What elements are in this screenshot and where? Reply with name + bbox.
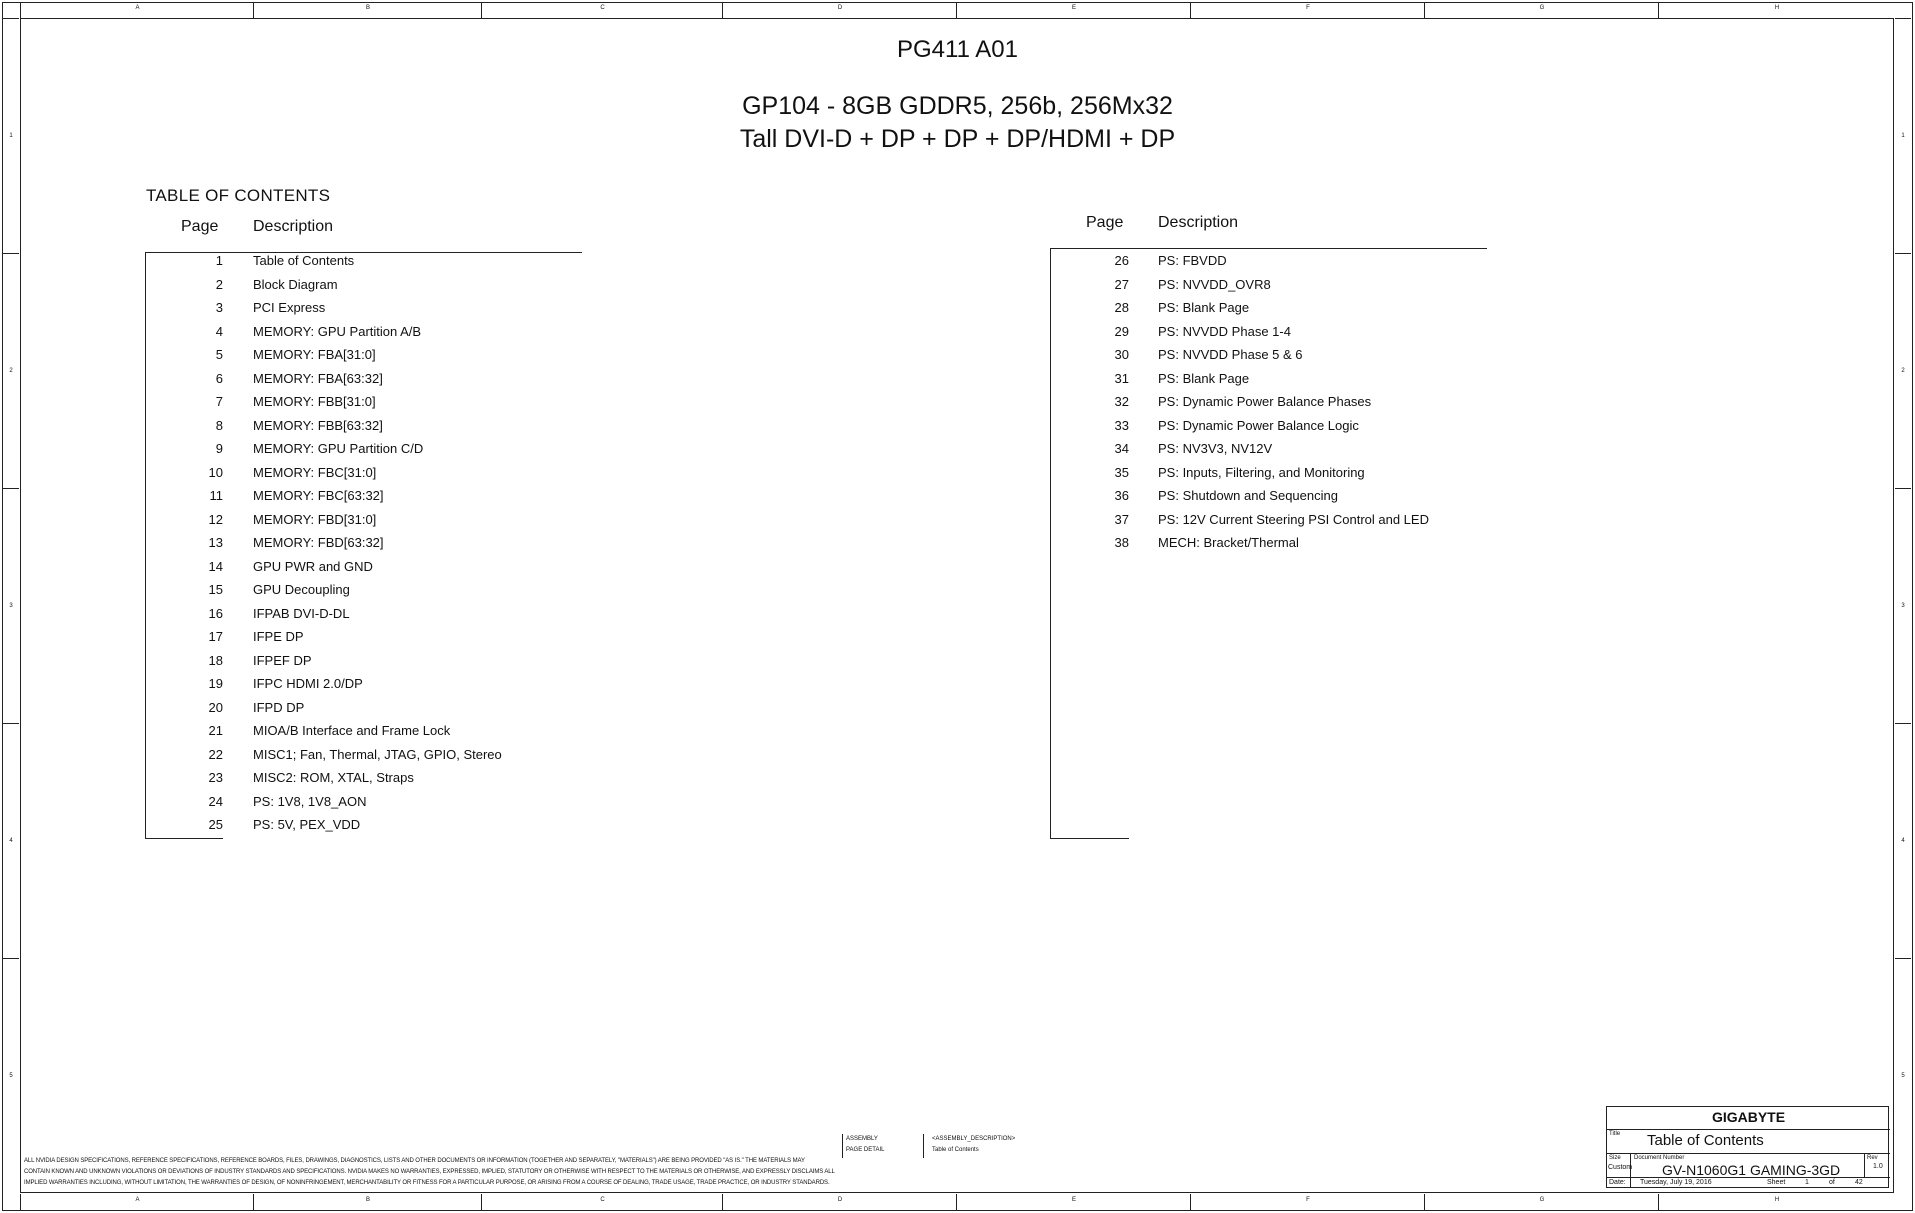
toc-page-number: 35 (1114, 464, 1129, 480)
zone-column-marker: A (20, 1194, 254, 1210)
zone-column-marker: B (253, 2, 482, 18)
title-block-col-rule-2 (1864, 1153, 1865, 1177)
title-block-rule-1 (1607, 1129, 1890, 1130)
toc-page-number: 11 (209, 488, 223, 503)
toc-description: PS: Blank Page (1158, 370, 1250, 386)
gpu-config-title: GP104 - 8GB GDDR5, 256b, 256Mx32 (742, 92, 1173, 120)
project-title: PG411 A01 (897, 36, 1018, 63)
toc-description: PS: Dynamic Power Balance Phases (1158, 394, 1372, 409)
date-value: Tuesday, July 19, 2016 (1640, 1179, 1712, 1186)
toc-description: IFPC HDMI 2.0/DP (253, 676, 363, 691)
toc-page-number: 5 (215, 347, 223, 362)
toc-page-number: 34 (1114, 441, 1129, 456)
zone-column-marker: B (253, 1194, 482, 1210)
toc-description: PS: NV3V3, NV12V (1158, 441, 1273, 456)
zone-column-marker: G (1424, 2, 1659, 18)
toc-description: PCI Express (253, 300, 326, 315)
zone-row-marker: 5 (1895, 958, 1911, 1194)
toc-page-number: 13 (208, 535, 223, 550)
title-label: Title (1609, 1131, 1621, 1137)
toc-page-number: 19 (208, 676, 223, 691)
toc-description: PS: 12V Current Steering PSI Control and LED (1158, 511, 1429, 527)
toc-description: GPU Decoupling (253, 582, 350, 597)
rev-value: 1.0 (1873, 1163, 1883, 1170)
toc-page-number: 25 (208, 817, 223, 832)
legal-line-3: IMPLIED WARRANTIES INCLUDING, WITHOUT LIMITATION, THE WARRANTIES OF DESIGN, OF NONINFRINGEMENT, MERCHANTABILITY OR FITNESS FOR A PARTICULAR PURPOSE, OR ARISING FROM A COURSE OF DEALING, TRADE USAGE, TRADE PRACTICE, OR INDUSTRY STANDARDS. (24, 1180, 830, 1186)
doc-number-label: Document Number (1634, 1155, 1685, 1161)
toc-description: MEMORY: FBD[31:0] (253, 511, 377, 527)
toc-description: GPU PWR and GND (253, 558, 373, 574)
toc-page-number: 3 (215, 300, 223, 315)
title-block-rule-3 (1607, 1177, 1890, 1178)
toc-description: PS: 1V8, 1V8_AON (253, 793, 367, 809)
zone-column-marker: A (20, 2, 254, 18)
toc-page-number: 6 (215, 370, 223, 386)
toc-page-number: 8 (215, 417, 223, 433)
toc-page-number: 37 (1114, 511, 1129, 527)
toc-description: IFPEF DP (253, 652, 312, 668)
toc-description: IFPE DP (253, 629, 304, 644)
toc-page-number: 30 (1114, 347, 1129, 362)
toc-description: MEMORY: GPU Partition A/B (253, 323, 422, 339)
zone-column-marker: F (1190, 2, 1425, 18)
zone-row-marker: 3 (1895, 488, 1911, 724)
sheet-title: Table of Contents (1647, 1132, 1764, 1149)
toc-heading: TABLE OF CONTENTS (146, 186, 331, 205)
assembly-divider-left (842, 1134, 843, 1158)
doc-number: GV-N1060G1 GAMING-3GD (1662, 1162, 1841, 1178)
sheet-total: 42 (1855, 1179, 1863, 1186)
title-block-rule-2 (1607, 1153, 1890, 1154)
toc-page-number: 21 (208, 723, 223, 738)
toc-page-number: 23 (208, 770, 223, 785)
title-block (1606, 1106, 1889, 1188)
zone-row-marker: 1 (3, 18, 19, 254)
left-desc-header: Description (253, 218, 334, 235)
legal-line-2: CONTAIN KNOWN AND UNKNOWN VIOLATIONS OR DEVIATIONS OF INDUSTRY STANDARDS AND SPECIFICATIONS. NVIDIA MAKES NO WARRANTIES, EXPRESSED, IMPLIED, STATUTORY OR OTHERWISE WITH RESPECT TO THE MATERIALS OR OTHERWISE, AND EXPRESSLY DISCLAIMS ALL (24, 1169, 835, 1175)
zone-row-marker: 5 (3, 958, 19, 1194)
zone-column-marker: C (481, 1194, 723, 1210)
toc-page-number: 18 (208, 652, 223, 668)
toc-page-number: 4 (215, 323, 223, 339)
zone-column-marker: H (1658, 2, 1895, 18)
assembly-value: <ASSEMBLY_DESCRIPTION> (932, 1136, 1016, 1142)
page-detail-label: PAGE DETAIL (846, 1147, 885, 1153)
zone-column-marker: F (1190, 1194, 1425, 1210)
toc-page-number: 1 (215, 253, 223, 268)
zone-column-marker: G (1424, 1194, 1659, 1210)
outputs-title: Tall DVI-D + DP + DP + DP/HDMI + DP (739, 125, 1176, 153)
toc-description: PS: NVVDD_OVR8 (1158, 276, 1271, 292)
toc-description: PS: FBVDD (1158, 253, 1227, 268)
toc-page-number: 9 (215, 441, 223, 456)
toc-page-number: 7 (215, 394, 223, 409)
toc-page-number: 32 (1114, 394, 1129, 409)
toc-description: PS: NVVDD Phase 5 & 6 (1158, 347, 1303, 362)
toc-page-number: 15 (208, 582, 223, 597)
page-detail-value: Table of Contents (932, 1147, 979, 1153)
toc-description: MEMORY: FBA[31:0] (253, 347, 376, 362)
zone-column-marker: E (956, 2, 1191, 18)
toc-page-number: 12 (208, 511, 223, 527)
left-page-header: Page (181, 218, 219, 235)
rev-label: Rev (1867, 1155, 1878, 1161)
toc-description: Block Diagram (253, 276, 338, 292)
zone-column-marker: C (481, 2, 723, 18)
of-label: of (1829, 1179, 1835, 1186)
toc-description: PS: Shutdown and Sequencing (1158, 488, 1338, 503)
toc-page-number: 24 (208, 793, 223, 809)
toc-page-number: 38 (1114, 535, 1129, 550)
size-label: Size (1609, 1155, 1621, 1161)
toc-description: PS: Dynamic Power Balance Logic (1158, 417, 1359, 433)
assembly-divider-right (923, 1134, 924, 1158)
toc-page-number: 17 (208, 629, 223, 644)
toc-page-number: 16 (208, 605, 223, 621)
zone-row-marker: 4 (3, 723, 19, 959)
toc-description: IFPAB DVI-D-DL (253, 605, 350, 621)
toc-description: MEMORY: FBB[31:0] (253, 394, 376, 409)
toc-description: MEMORY: FBC[31:0] (253, 464, 377, 480)
zone-row-marker: 1 (1895, 18, 1911, 254)
toc-description: MIOA/B Interface and Frame Lock (253, 723, 451, 738)
toc-description: MECH: Bracket/Thermal (1158, 535, 1299, 550)
zone-column-marker: E (956, 1194, 1191, 1210)
toc-page-number: 33 (1114, 417, 1129, 433)
assembly-label: ASSEMBLY (846, 1136, 878, 1142)
right-desc-header: Description (1158, 214, 1239, 231)
zone-row-marker: 2 (1895, 253, 1911, 489)
company-name: GIGABYTE (1711, 1109, 1786, 1125)
zone-row-marker: 3 (3, 488, 19, 724)
zone-column-marker: D (722, 2, 957, 18)
sheet-number: 1 (1805, 1179, 1809, 1186)
toc-page-number: 2 (215, 276, 223, 292)
toc-description: MISC1; Fan, Thermal, JTAG, GPIO, Stereo (253, 746, 502, 762)
toc-description: MEMORY: FBC[63:32] (253, 488, 384, 503)
toc-description: MISC2: ROM, XTAL, Straps (253, 770, 414, 785)
toc-description: MEMORY: FBB[63:32] (253, 417, 383, 433)
zone-column-marker: D (722, 1194, 957, 1210)
toc-page-number: 22 (208, 746, 223, 762)
legal-line-1: ALL NVIDIA DESIGN SPECIFICATIONS, REFERENCE SPECIFICATIONS, REFERENCE BOARDS, FILES, DRAWINGS, DIAGNOSTICS, LISTS AND OTHER DOCUMENTS OR INFORMATION (TOGETHER AND SEPARATELY, "MATERIALS") ARE BEING PROVIDED "AS IS." THE MATERIALS MAY (24, 1158, 805, 1164)
toc-page-number: 20 (208, 699, 223, 715)
toc-description: IFPD DP (253, 699, 305, 715)
sheet-label: Sheet (1767, 1179, 1786, 1186)
zone-column-marker: H (1658, 1194, 1895, 1210)
toc-page-number: 29 (1114, 323, 1129, 339)
toc-description: MEMORY: FBD[63:32] (253, 535, 384, 550)
date-label: Date: (1609, 1179, 1626, 1186)
toc-page-number: 31 (1114, 370, 1129, 386)
toc-description: PS: NVVDD Phase 1-4 (1158, 323, 1291, 339)
toc-page-number: 14 (208, 558, 223, 574)
toc-description: PS: 5V, PEX_VDD (253, 817, 361, 832)
toc-description: PS: Blank Page (1158, 300, 1250, 315)
right-page-header: Page (1086, 214, 1124, 231)
toc-page-number: 10 (208, 464, 223, 480)
toc-page-number: 36 (1114, 488, 1129, 503)
toc-description: MEMORY: GPU Partition C/D (253, 441, 424, 456)
toc-description: Table of Contents (253, 253, 355, 268)
zone-row-marker: 4 (1895, 723, 1911, 959)
toc-page-number: 28 (1114, 300, 1129, 315)
zone-row-marker: 2 (3, 253, 19, 489)
size-value: Custom (1608, 1164, 1633, 1171)
toc-description: MEMORY: FBA[63:32] (253, 370, 383, 386)
toc-page-number: 27 (1114, 276, 1129, 292)
toc-description: PS: Inputs, Filtering, and Monitoring (1158, 464, 1365, 480)
toc-page-number: 26 (1114, 253, 1129, 268)
